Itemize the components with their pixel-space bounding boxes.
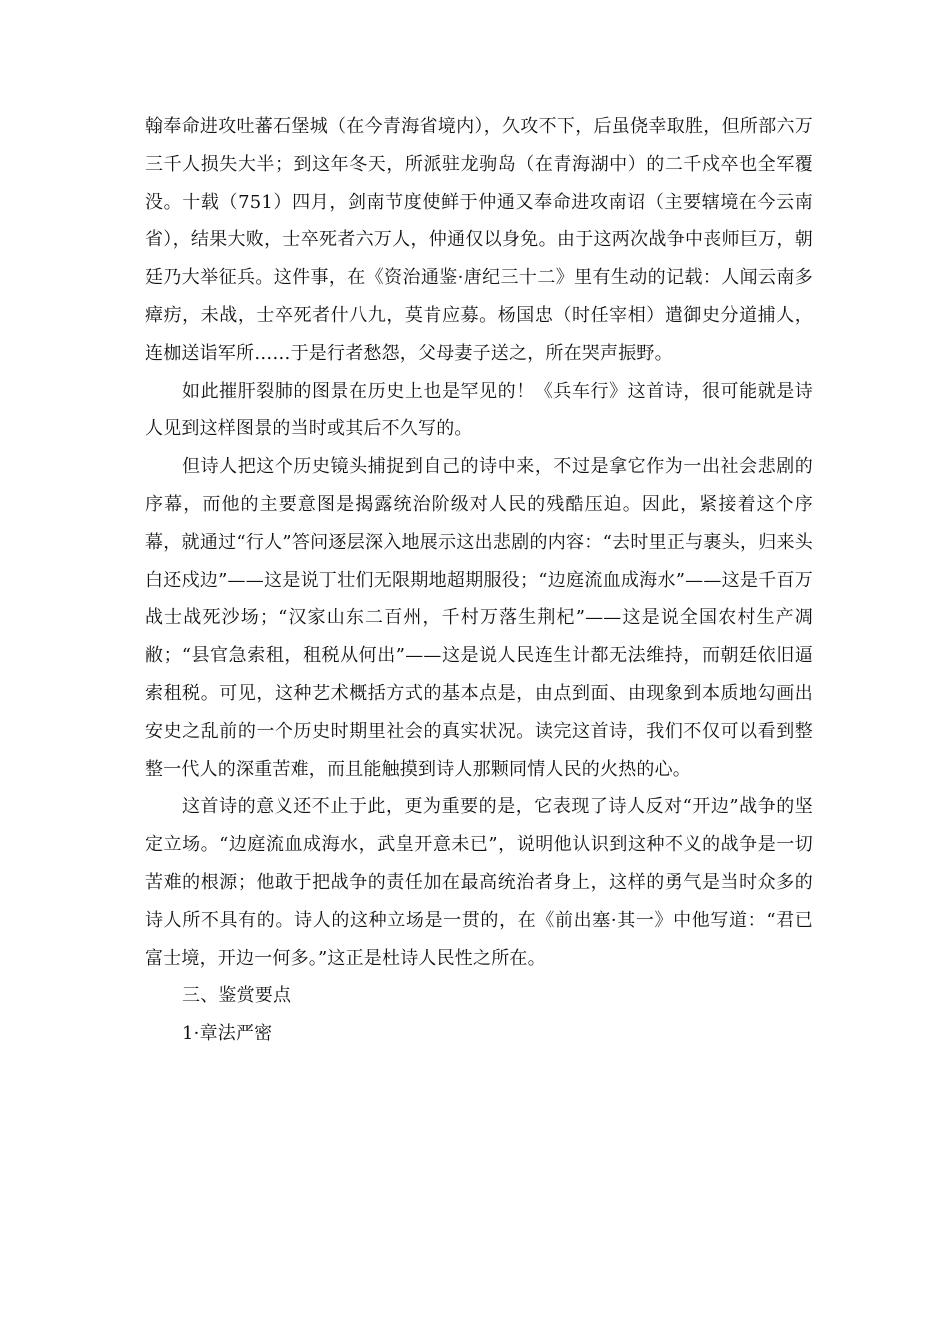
paragraph-1: 翰奉命进攻吐蕃石堡城（在今青海省境内），久攻不下，后虽侥幸取胜，但所部六万三千人损失大半；到这年冬天，所派驻龙驹岛（在青海湖中）的二千戍卒也全军覆没。十载（751）四月，剑南节度使鲜于仲通又奉命进攻南诏（主要辖境在今云南省），结果大败，士卒死者六万人，仲通仅以身免。由于这两次战争中丧师巨万，朝廷乃大举征兵。这件事，在《资治通鉴·唐纪三十二》里有生动的记载：人闻云南多瘴疠，未战，士卒死者什八九，莫肯应募。杨国忠（时任宰相）遣御史分道捕人，连枷送诣军所……于是行者愁怨，父母妻子送之，所在哭声振野。 (145, 116, 813, 364)
section-heading: 三、鉴赏要点 (182, 985, 292, 1007)
document-page (145, 108, 813, 1053)
paragraph-2: 如此摧肝裂肺的图景在历史上也是罕见的！《兵车行》这首诗，很可能就是诗人见到这样图景的当时或其后不久写的。 (145, 380, 813, 440)
paragraph-3: 但诗人把这个历史镜头捕捉到自己的诗中来，不过是拿它作为一出社会悲剧的序幕，而他的主要意图是揭露统治阶级对人民的残酷压迫。因此，紧接着这个序幕，就通过“行人”答问逐层深入地展示这出悲剧的内容：“去时里正与裹头，归来头白还戍边”——这是说丁壮们无限期地超期服役；“边庭流血成海水”——这是千百万战士战死沙场；“汉家山东二百州，千村万落生荆杞”——这是说全国农村生产凋敝；“县官急索租，租税从何出”——这是说人民连生计都无法维持，而朝廷依旧逼索租税。可见，这种艺术概括方式的基本点是，由点到面、由现象到本质地勾画出安史之乱前的一个历史时期里社会的真实状况。读完这首诗，我们不仅可以看到整整一代人的深重苦难，而且能触摸到诗人那颗同情人民的火热的心。 (145, 456, 813, 780)
subsection-heading: 1·章法严密 (182, 1023, 273, 1045)
paragraph-4: 这首诗的意义还不止于此，更为重要的是，它表现了诗人反对“开边”战争的坚定立场。“边庭流血成海水，武皇开意未已”，说明他认识到这种不义的战争是一切苦难的根源；他敢于把战争的责任加在最高统治者身上，这样的勇气是当时众多的诗人所不具有的。诗人的这种立场是一贯的，在《前出塞·其一》中他写道：“君已富士境，开边一何多。”这正是杜诗人民性之所在。 (145, 796, 813, 969)
